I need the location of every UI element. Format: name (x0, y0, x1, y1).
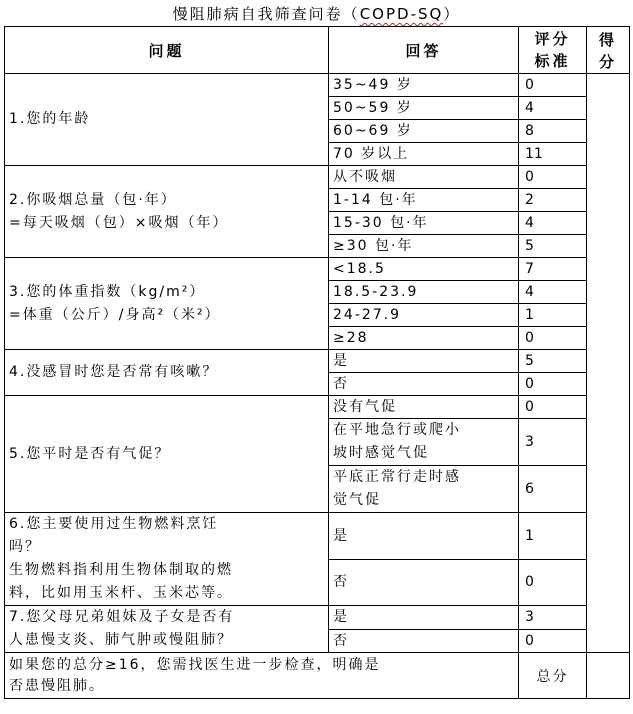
question-5 (5, 396, 329, 513)
header-answer: 回答 (329, 27, 519, 74)
score-entry-column[interactable] (587, 74, 630, 653)
question-text-line: 1.您的年龄 (9, 111, 91, 127)
criteria-score: 3 (519, 419, 587, 466)
answer-option (329, 419, 519, 466)
question-text-line: 吗？ (9, 539, 41, 555)
answer-text-line: 坡时感觉气促 (333, 445, 429, 461)
question-text-line: 5.您平时是否有气促？ (9, 445, 171, 462)
criteria-score: 3 (519, 606, 587, 630)
criteria-score: 5 (519, 350, 587, 373)
answer-text-line: 24-27.9 (333, 307, 402, 323)
answer-text-line: 从不吸烟 (333, 169, 397, 185)
total-label: 总分 (519, 653, 587, 699)
criteria-score: 0 (519, 327, 587, 350)
criteria-score: 4 (519, 212, 587, 235)
answer-text-line: ≥30 包·年 (333, 238, 414, 254)
answer-option (329, 304, 519, 327)
answer-text-line: 是 (333, 609, 349, 626)
option-row (5, 606, 630, 630)
answer-option (329, 373, 519, 396)
criteria-score: 0 (519, 559, 587, 606)
criteria-score: 0 (519, 166, 587, 189)
answer-text-line: 18.5-23.9 (333, 284, 419, 300)
answer-text-line: 否 (333, 632, 349, 649)
criteria-score: 4 (519, 281, 587, 304)
criteria-score: 1 (519, 513, 587, 560)
header-row (5, 27, 630, 74)
footer-text-line: 否患慢阻肺。 (9, 677, 105, 694)
question-text-line: 7.您父母兄弟姐妹及子女是否有 (9, 609, 235, 625)
footer-note (5, 653, 519, 699)
criteria-score: 6 (519, 466, 587, 513)
question-text-line: 4.没感冒时您是否常有咳嗽？ (9, 364, 219, 380)
answer-option (329, 513, 519, 560)
question-2 (5, 166, 329, 258)
answer-option (329, 629, 519, 653)
answer-text-line: 70 岁以上 (333, 146, 410, 162)
answer-option (329, 559, 519, 606)
option-row (5, 396, 630, 419)
criteria-score: 0 (519, 373, 587, 396)
criteria-score: 0 (519, 74, 587, 97)
criteria-score: 11 (519, 143, 587, 166)
answer-text-line: 平底正常行走时感 (333, 469, 461, 485)
question-text-line: 3.您的体重指数（kg/m²） (9, 283, 206, 300)
title-abbreviation: COPD-SQ (359, 5, 444, 23)
answer-option (329, 212, 519, 235)
answer-option (329, 120, 519, 143)
answer-option (329, 606, 519, 630)
criteria-score: 4 (519, 97, 587, 120)
footer-row (5, 653, 630, 699)
answer-text-line: 在平地急行或爬小 (333, 422, 461, 438)
answer-option (329, 166, 519, 189)
answer-text-line: 35~49 岁 (333, 77, 413, 93)
answer-option (329, 327, 519, 350)
question-text-line: 6.您主要使用过生物燃料烹饪 (9, 516, 219, 532)
answer-text-line: 15-30 包·年 (333, 215, 429, 231)
answer-text-line: 60~69 岁 (333, 123, 413, 139)
question-text-line: 料，比如用玉米杆、玉米芯等。 (9, 585, 233, 601)
answer-text-line: 是 (333, 353, 349, 369)
answer-text-line: ≥28 (333, 330, 369, 346)
answer-option (329, 281, 519, 304)
question-text-line: 2.你吸烟总量（包·年） (9, 191, 177, 208)
header-score: 得 分 (587, 27, 630, 74)
question-text-line: =每天吸烟（包）×吸烟（年） (9, 214, 229, 231)
answer-option (329, 97, 519, 120)
answer-text-line: <18.5 (333, 261, 386, 277)
total-score-cell[interactable] (587, 653, 630, 699)
answer-option (329, 189, 519, 212)
option-row (5, 166, 630, 189)
criteria-score: 8 (519, 120, 587, 143)
footer-text-line: 如果您的总分≥16，您需找医生进一步检查，明确是 (9, 656, 381, 673)
option-row (5, 513, 630, 560)
criteria-score: 0 (519, 629, 587, 653)
answer-option (329, 258, 519, 281)
question-text-line: =体重（公斤）/身高²（米²） (9, 306, 221, 323)
page-title: 慢阻肺病自我筛查问卷（COPD-SQ） (172, 5, 461, 23)
question-1 (5, 74, 329, 166)
answer-text-line: 是 (333, 527, 349, 544)
question-3 (5, 258, 329, 350)
answer-option (329, 74, 519, 97)
option-row (5, 350, 630, 373)
header-question: 问题 (5, 27, 329, 74)
questionnaire-table (4, 26, 630, 699)
answer-text-line: 1-14 包·年 (333, 192, 418, 208)
answer-option (329, 235, 519, 258)
answer-text-line: 没有气促 (333, 399, 397, 415)
option-row (5, 74, 630, 97)
answer-text-line: 否 (333, 376, 349, 392)
criteria-score: 7 (519, 258, 587, 281)
answer-text-line: 觉气促 (333, 492, 381, 508)
question-6 (5, 513, 329, 606)
criteria-score: 1 (519, 304, 587, 327)
header-criteria: 评分 标准 (519, 27, 587, 74)
answer-option (329, 396, 519, 419)
option-row (5, 258, 630, 281)
criteria-score: 5 (519, 235, 587, 258)
answer-option (329, 350, 519, 373)
question-text-line: 生物燃料指利用生物体制取的燃 (9, 562, 233, 578)
answer-text-line: 否 (333, 574, 349, 591)
answer-option (329, 466, 519, 513)
answer-option (329, 143, 519, 166)
criteria-score: 2 (519, 189, 587, 212)
question-4 (5, 350, 329, 396)
question-text-line: 人患慢支炎、肺气肿或慢阻肺？ (9, 632, 233, 648)
answer-text-line: 50~59 岁 (333, 100, 413, 116)
question-7 (5, 606, 329, 653)
criteria-score: 0 (519, 396, 587, 419)
